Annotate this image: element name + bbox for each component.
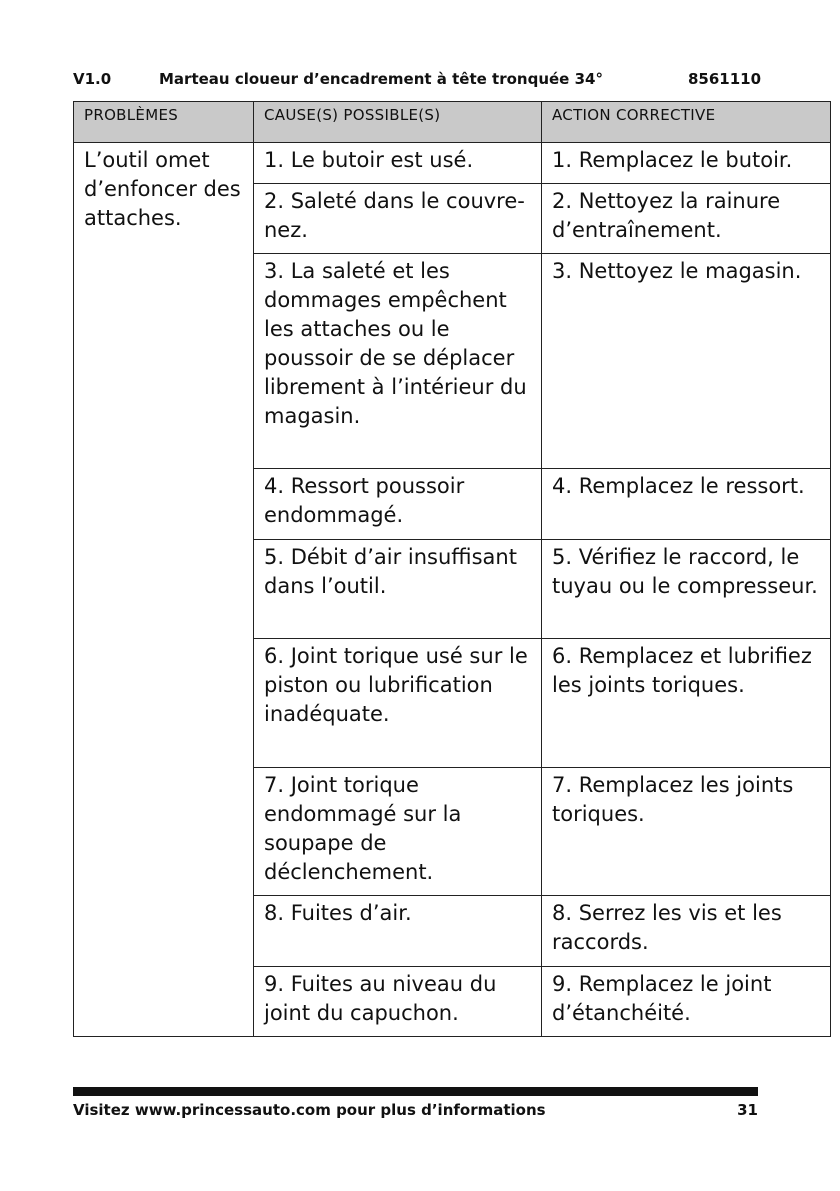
- footer-divider: [73, 1087, 758, 1096]
- problem-cell: L’outil omet d’enfoncer des attaches.: [74, 143, 254, 1037]
- cause-cell: 7. Joint torique endommagé sur la soupape de déclenchement.: [254, 768, 542, 896]
- table-row: [74, 143, 831, 184]
- cause-cell: 9. Fuites au niveau du joint du capuchon.: [254, 967, 542, 1037]
- cause-cell: 2. Saleté dans le couvre-nez.: [254, 184, 542, 254]
- cause-cell: 8. Fuites d’air.: [254, 896, 542, 967]
- cause-cell: 1. Le butoir est usé.: [254, 143, 542, 184]
- action-cell: 9. Remplacez le joint d’étanchéité.: [542, 967, 831, 1037]
- column-header-problems: PROBLÈMES: [74, 102, 254, 143]
- action-cell: 7. Remplacez les joints toriques.: [542, 768, 831, 896]
- page-footer: [73, 1101, 758, 1123]
- action-cell: 3. Nettoyez le magasin.: [542, 254, 831, 469]
- page-header: [73, 70, 763, 92]
- action-cell: 1. Remplacez le butoir.: [542, 143, 831, 184]
- page-number: 31: [737, 1101, 758, 1119]
- troubleshooting-table: [73, 101, 831, 1037]
- product-code: 8561110: [688, 70, 762, 88]
- column-header-actions: ACTION CORRECTIVE: [542, 102, 831, 143]
- document-title: Marteau cloueur d’encadrement à tête tronquée 34°: [159, 70, 603, 88]
- table-header-row: [74, 102, 831, 143]
- cause-cell: 5. Débit d’air insuffisant dans l’outil.: [254, 540, 542, 639]
- cause-cell: 4. Ressort poussoir endommagé.: [254, 469, 542, 540]
- cause-cell: 6. Joint torique usé sur le piston ou lubrification inadéquate.: [254, 639, 542, 768]
- action-cell: 5. Vérifiez le raccord, le tuyau ou le compresseur.: [542, 540, 831, 639]
- footer-visit-text: Visitez www.princessauto.com pour plus d’informations: [73, 1101, 546, 1119]
- action-cell: 4. Remplacez le ressort.: [542, 469, 831, 540]
- version-label: V1.0: [73, 70, 112, 88]
- action-cell: 6. Remplacez et lubrifiez les joints toriques.: [542, 639, 831, 768]
- cause-cell: 3. La saleté et les dommages empêchent les attaches ou le poussoir de se déplacer librement à l’intérieur du magasin.: [254, 254, 542, 469]
- column-header-causes: CAUSE(S) POSSIBLE(S): [254, 102, 542, 143]
- action-cell: 2. Nettoyez la rainure d’entraînement.: [542, 184, 831, 254]
- action-cell: 8. Serrez les vis et les raccords.: [542, 896, 831, 967]
